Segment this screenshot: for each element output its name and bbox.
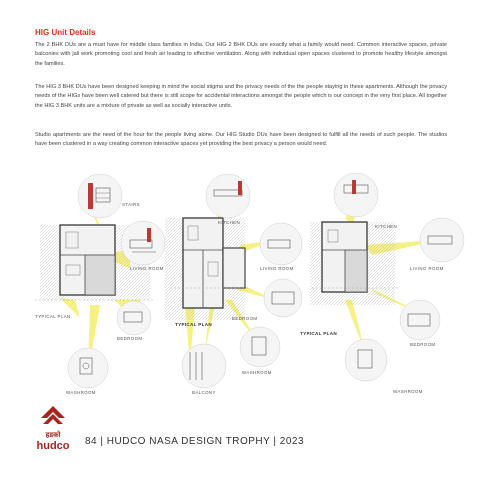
label-living-room: LIVING ROOM (260, 266, 294, 271)
hudco-logo (33, 404, 73, 454)
page-footer: 84 | HUDCO NASA DESIGN TROPHY | 2023 (85, 436, 305, 447)
paragraph-2bhk: The 2 BHK DUs are a must have for middle class families in India. Our HIG 2 BHK DUs are exactly what a family would need. Common interactive spaces, private balconies with jali work promoting cool and fresh air leading to effective ventilation. Along with individual open spaces clustered to promote healthy lifestyle amongst the families. (35, 42, 447, 67)
label-bedroom: BEDROOM (232, 316, 258, 321)
section-heading: HIG Unit Details (35, 28, 96, 37)
plate-studio (300, 173, 464, 394)
paragraph-3bhk: The HIG 3 BHK DUs have been designed keeping in mind the social stigma and the privacy needs of the the people staying in these apartments. Although the privacy needs of the HIGs have been well catered but there is still scope for accidental interactions amongst the people which is our concept in the very first place. All together the HIG 3 BHK units are a mixture of private as well as socially interactive units. (35, 84, 447, 109)
label-washroom: WASHROOM (393, 389, 423, 394)
label-typical-plan: TYPICAL PLAN (175, 322, 212, 327)
label-typical-plan: TYPICAL PLAN (300, 331, 337, 336)
label-balcony: BALCONY (192, 390, 216, 395)
label-kitchen: KITCHEN (218, 220, 241, 225)
label-washroom: WASHROOM (242, 370, 272, 375)
label-washroom: WASHROOM (66, 390, 96, 395)
label-typical-plan: TYPICAL PLAN (35, 314, 71, 319)
logo-brand-text: hudco (36, 440, 70, 452)
label-bedroom: BEDROOM (117, 336, 143, 341)
label-living-room: LIVING ROOM (410, 266, 444, 271)
label-living-room: LIVING ROOM (130, 266, 164, 271)
label-kitchen: KITCHEN (375, 224, 398, 229)
label-stairs: STAIRS (122, 202, 140, 207)
plate-2bhk (35, 174, 165, 395)
paragraph-studio: Studio apartments are the need of the hour for the people living alone. Our HIG Studio DUs have been designed to fulfill all the needs of such people. The studios have been clustered in a way creating common interactive spaces yet providing the best privacy a person would need. (35, 132, 447, 148)
label-bedroom: BEDROOM (410, 342, 436, 347)
plate-3bhk (165, 174, 302, 395)
logo-hindi-text: हडको (45, 431, 61, 439)
unit-plates-illustration (0, 160, 480, 405)
